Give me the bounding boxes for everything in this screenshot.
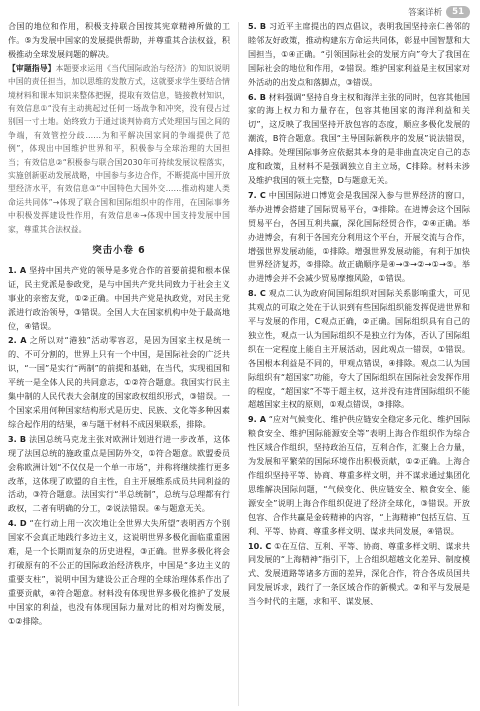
answer-number: 4. D — [8, 518, 27, 529]
answer-number: 8. C — [248, 288, 266, 299]
answer-item — [248, 91, 470, 188]
answer-number: 5. B — [248, 21, 267, 31]
answer-item — [248, 413, 470, 538]
answer-number: 10. C — [248, 540, 272, 551]
answer-item — [8, 433, 230, 516]
answer-item — [248, 540, 470, 610]
guidance-text: 本题要求运用《当代国际政治与经济》的知识说明中国的责任担当，加以思维的发散方式，这就要求学生要结合情境材料和课本知识来整体把握，提取有效信息，链接教材知识，有效信息①“没有主动挑起过任何一场战争和冲突，没有侵占过别国一寸土地。始终致力于通过谈判协商方式处理国与国之间的争端，有效管控分歧……为和平解决国家间的争端提供了范例”，体现出中国维护世界和平，积极参与全球治理的大国担当；有效信息②“积极参与联合国2030年可持续发展议程落实，实施创新驱动发展战略，中国参与多边合作，不断提高中国开放型经济水平，有效信息③“中国特色大国外交……推动构建人类命运共同体”→体现了联合国和国际组织中的作用，在国际事务中积极发挥建设性作用，有效信息④→体现中国支持发展中国家，尊重其合法权益。 — [8, 63, 230, 234]
answer-text: 坚持中国共产党的领导是多党合作的首要前提和根本保证，民主党派是参政党，是与中国共产党共同致力于社会主义事业的亲密友党，①②正确。中国共产党是执政党，对民主党派进行政治领导，③错误。全国人大在国家机构中处于最高地位，④错误。 — [8, 264, 230, 331]
answer-text: 习近平主席提出的四点倡议，表明我国坚持亲仁善邻的睦邻友好政策，推动构建东方命运共同体，彰显中国智慧和大国担当，①④正确。“引领国际社会的发展方向”夸大了我国在国际社会的地位和作用，②错误。维护国家利益是主权国家对外活动的出发点和落脚点，③错误。 — [248, 21, 470, 87]
answer-text: “在行动上用一次次地让全世界大失所望”表明西方个别国家不会真正地践行多边主义，这说明世界多极化面临重重困难，是一个长期而复杂的历史进程，③正确。世界多极化将会打破原有的不公正的国际政治经济秩序，中国是“多边主义的重要支柱”，说明中国为建设公正合理的全球治理体系作出了重要贡献，④符合题意。材料没有体现世界多极化推护了发展中国家的利益，也没有体现国际力量对比的相对均衡发展，①②排除。 — [8, 518, 230, 626]
answer-number: 1. A — [8, 264, 27, 275]
right-column — [248, 20, 470, 708]
answer-number: 7. C — [248, 189, 266, 200]
answer-item — [8, 517, 230, 628]
left-column — [8, 20, 230, 708]
page-header — [408, 4, 470, 20]
answer-number: 2. A — [8, 335, 27, 346]
answer-number: 6. B — [248, 91, 266, 102]
answer-item — [248, 287, 470, 412]
answer-text: ①在互信、互利、平等、协商、尊重多样文明、谋求共同发展的“上海精神”指引下，上合组织超越文化差异、制度模式、发展道路等诸多方面的差异，深化合作，符合各成员国共同发展诉求，践行了一条区域合作的新模式。②和平与发展是当今时代的主题，求和平、谋发展、 — [248, 540, 470, 607]
answer-text: 之所以对“港独”活动零容忍，是因为国家主权是统一的、不可分割的，世界上只有一个中国，是国际社会的广泛共识，“一国”是实行“两制”的前提和基础，在当代，实现祖国和平统一是全体人民的共同意志，①②符合题意。我国实行民主集中制的人民代表大会制度的国家政权组织形式，③错误。一个国家采用何种国家结构形式是历史、民族、文化等多种因素综合起作用的结果，④与题干材料不成因果联系，排除。 — [8, 335, 230, 429]
answer-item — [8, 334, 230, 431]
answer-item — [248, 20, 470, 90]
column-divider — [238, 22, 239, 706]
guidance-tag: 【审题指导】 — [8, 63, 56, 73]
answer-number: 9. A — [248, 414, 267, 425]
section-title: 突击小卷 6 — [92, 245, 146, 256]
answer-text: 材料强调“坚持自身主权和海洋主张的同时，包容其他国家的海上权力和力量存在，包容其他国家的海洋利益和关切”，这反映了我国坚持开放包容的态度，顺应多极化发展的潮流，B符合题意。我国“主导国际新秩序的发展”说法错误，A排除。处理国际事务应依据其本身的是非曲直决定自己的态度和政策，且材料不是强调独立自主立场，C排除。材料未涉及维护我国的领土完整，D与题意无关。 — [248, 91, 470, 185]
answer-text: 观点二认为政府间国际组织对国际关系影响重大，可见其观点的可取之处在于认识到有些国际组织能发挥促进世界和平与发展的作用，C观点正确，②正确。国际组织具有自己的独立性，观点一认为国际组织不是独立行为体，否认了国际组织在一定程度上能自主开展活动，因此观点一错误，①错误。各国根本利益是不同的，甲观点错误，④排除。观点二认为国际组织有“超国家”功能，夸大了国际组织在国际社会发挥作用的程度，“超国家”不等于超主权，这并没有违背国际组织不能超越国家主权的原则，①观点错误，③排除。 — [248, 288, 470, 410]
answer-item — [248, 189, 470, 286]
review-guidance — [8, 62, 230, 236]
answer-text: 法国总统马克龙主张对欧洲计划进行进一步改革，这体现了法国总统的施政重点是国防外交，①符合题意。欧盟委员会称欧洲计划“不仅仅是一个单一市场”，并称将继续推行更多改革，这体现了欧盟的自主性，自主开展维系成员共同利益的活动，③符合题意。法国实行“半总统制”，总统与总理都有行政权，二者有明确的分工，②说法错误。④与题意无关。 — [8, 433, 230, 514]
answer-item — [8, 264, 230, 334]
answer-number: 3. B — [8, 433, 27, 444]
header-label: 答案详析 — [408, 8, 443, 18]
page-number-badge: 51 — [446, 6, 470, 18]
answer-text: “应对气候变化、维护供应链安全稳定多元化、维护国际粮食安全、维护国际能源安全等”表明上海合作组织作为综合性区域合作组织，坚持政治互信，互利合作，汇聚上合力量，为发展和平繁荣的国际环境作出积极贡献，①②正确。上海合作组织坚持平等、协商、尊重多样文明，并不谋求通过集团化思维解决国际问题，“气候变化、供应链安全、粮食安全、能源安全”说明上海合作组织促进了经济全球化，③错误。开放包容、合作共赢是金砖精神的内容，“上海精神”包括互信、互利、平等、协商、尊重多样文明、谋求共同发展，④错误。 — [248, 414, 470, 536]
answer-text: 中国国际进口博览会是我国深入参与世界经济的窗口，举办进博会搭建了国际贸易平台，③排除。在进博会这个国际贸易平台，各国互利共赢，深化国际经贸合作，②④正确。举办进博会，有利于各国充分利用这个平台，开展交流与合作，增强世界发展动能，①排除。增强世界发展动能，有利于加快世界经济复苏，⑤排除。故正确顺序是④→③→②→①→⑤。举办进博会并不会减少贸易摩擦风险，①错误。 — [248, 189, 470, 284]
intro-paragraph: 合国的地位和作用，积极支持联合国按其宪章精神所做的工作。⑤为发展中国家的发展提供帮助，并尊重其合法权益，积极推动全球发展问题的解决。 — [8, 21, 230, 59]
